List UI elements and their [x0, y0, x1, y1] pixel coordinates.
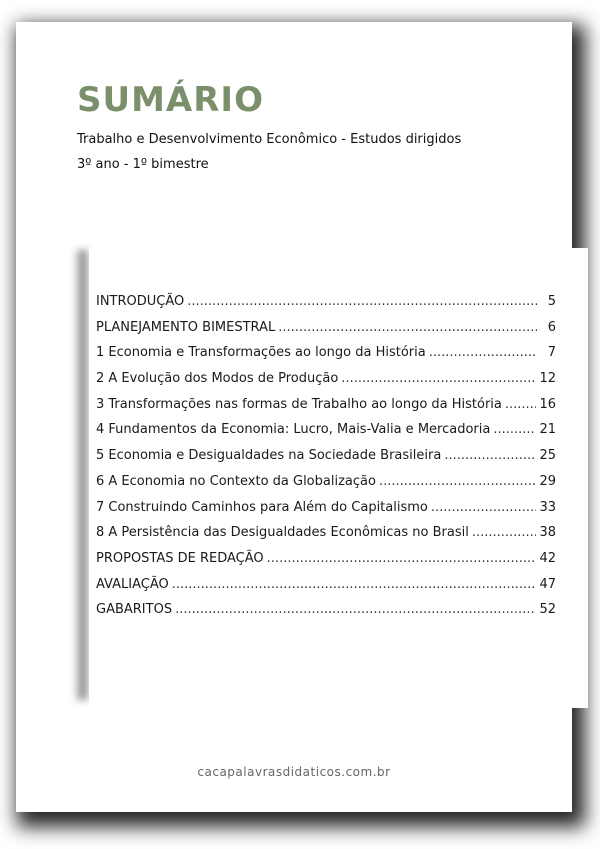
toc-leader — [379, 474, 537, 489]
toc-page-number: 21 — [539, 422, 556, 438]
toc-label: 8 A Persistência das Desigualdades Econômicas no Brasil — [96, 525, 469, 541]
toc-entry-avaliacao[interactable] — [96, 577, 556, 603]
toc-leader — [278, 320, 537, 335]
page-title: SUMÁRIO — [77, 80, 264, 120]
toc-entry-planejamento[interactable] — [96, 320, 556, 346]
toc-entry-chapter-5[interactable] — [96, 448, 556, 474]
toc-label: 4 Fundamentos da Economia: Lucro, Mais-Valia e Mercadoria — [96, 422, 491, 438]
toc-label: 7 Construindo Caminhos para Além do Capitalismo — [96, 499, 428, 515]
toc-page-number: 5 — [547, 294, 556, 309]
toc-label: AVALIAÇÃO — [96, 576, 169, 592]
toc-label: PLANEJAMENTO BIMESTRAL — [96, 319, 276, 335]
footer-url[interactable]: cacapalavrasdidaticos.com.br — [197, 765, 391, 779]
toc-page-number: 12 — [539, 371, 556, 387]
table-of-contents — [96, 294, 556, 628]
toc-page-number: 29 — [539, 473, 556, 489]
toc-page-number: 38 — [539, 525, 556, 541]
toc-label: GABARITOS — [96, 602, 173, 618]
toc-leader — [429, 345, 537, 360]
toc-page-number: 6 — [547, 319, 556, 335]
toc-leader — [341, 371, 536, 386]
document-page — [16, 22, 572, 812]
toc-leader — [444, 448, 536, 463]
panel-shadow — [74, 250, 90, 700]
grade-info: 3º ano - 1º bimestre — [77, 157, 209, 172]
toc-page-number: 47 — [539, 576, 556, 592]
toc-entry-chapter-2[interactable] — [96, 371, 556, 397]
toc-entry-chapter-3[interactable] — [96, 397, 556, 423]
toc-leader — [175, 602, 536, 617]
toc-leader — [431, 500, 537, 515]
toc-entry-chapter-7[interactable] — [96, 500, 556, 526]
toc-label: 1 Economia e Transformações ao longo da História — [96, 345, 426, 361]
toc-leader — [267, 551, 537, 566]
toc-page-number: 52 — [539, 602, 556, 618]
toc-entry-chapter-1[interactable] — [96, 345, 556, 371]
toc-label: 2 A Evolução dos Modos de Produção — [96, 371, 339, 387]
toc-entry-chapter-4[interactable] — [96, 422, 556, 448]
toc-leader — [187, 294, 537, 309]
toc-page-number: 7 — [547, 345, 556, 361]
toc-page-number: 42 — [539, 550, 556, 566]
toc-label: 3 Transformações nas formas de Trabalho ao longo da História — [96, 396, 502, 412]
toc-label: PROPOSTAS DE REDAÇÃO — [96, 550, 264, 566]
toc-leader — [172, 577, 537, 592]
toc-leader — [493, 422, 536, 437]
toc-leader — [472, 525, 537, 540]
document-subtitle: Trabalho e Desenvolvimento Econômico - Estudos dirigidos — [77, 132, 462, 147]
toc-page-number: 25 — [539, 448, 556, 464]
toc-entry-chapter-8[interactable] — [96, 525, 556, 551]
toc-label: 6 A Economia no Contexto da Globalização — [96, 473, 376, 489]
toc-page-number: 33 — [539, 499, 556, 515]
toc-label: INTRODUÇÃO — [96, 294, 185, 309]
toc-label: 5 Economia e Desigualdades na Sociedade Brasileira — [96, 448, 442, 464]
toc-page-number: 16 — [539, 396, 556, 412]
toc-entry-introducao[interactable] — [96, 294, 556, 320]
toc-entry-gabaritos[interactable] — [96, 602, 556, 628]
toc-leader — [505, 397, 537, 412]
toc-entry-propostas[interactable] — [96, 551, 556, 577]
toc-entry-chapter-6[interactable] — [96, 474, 556, 500]
